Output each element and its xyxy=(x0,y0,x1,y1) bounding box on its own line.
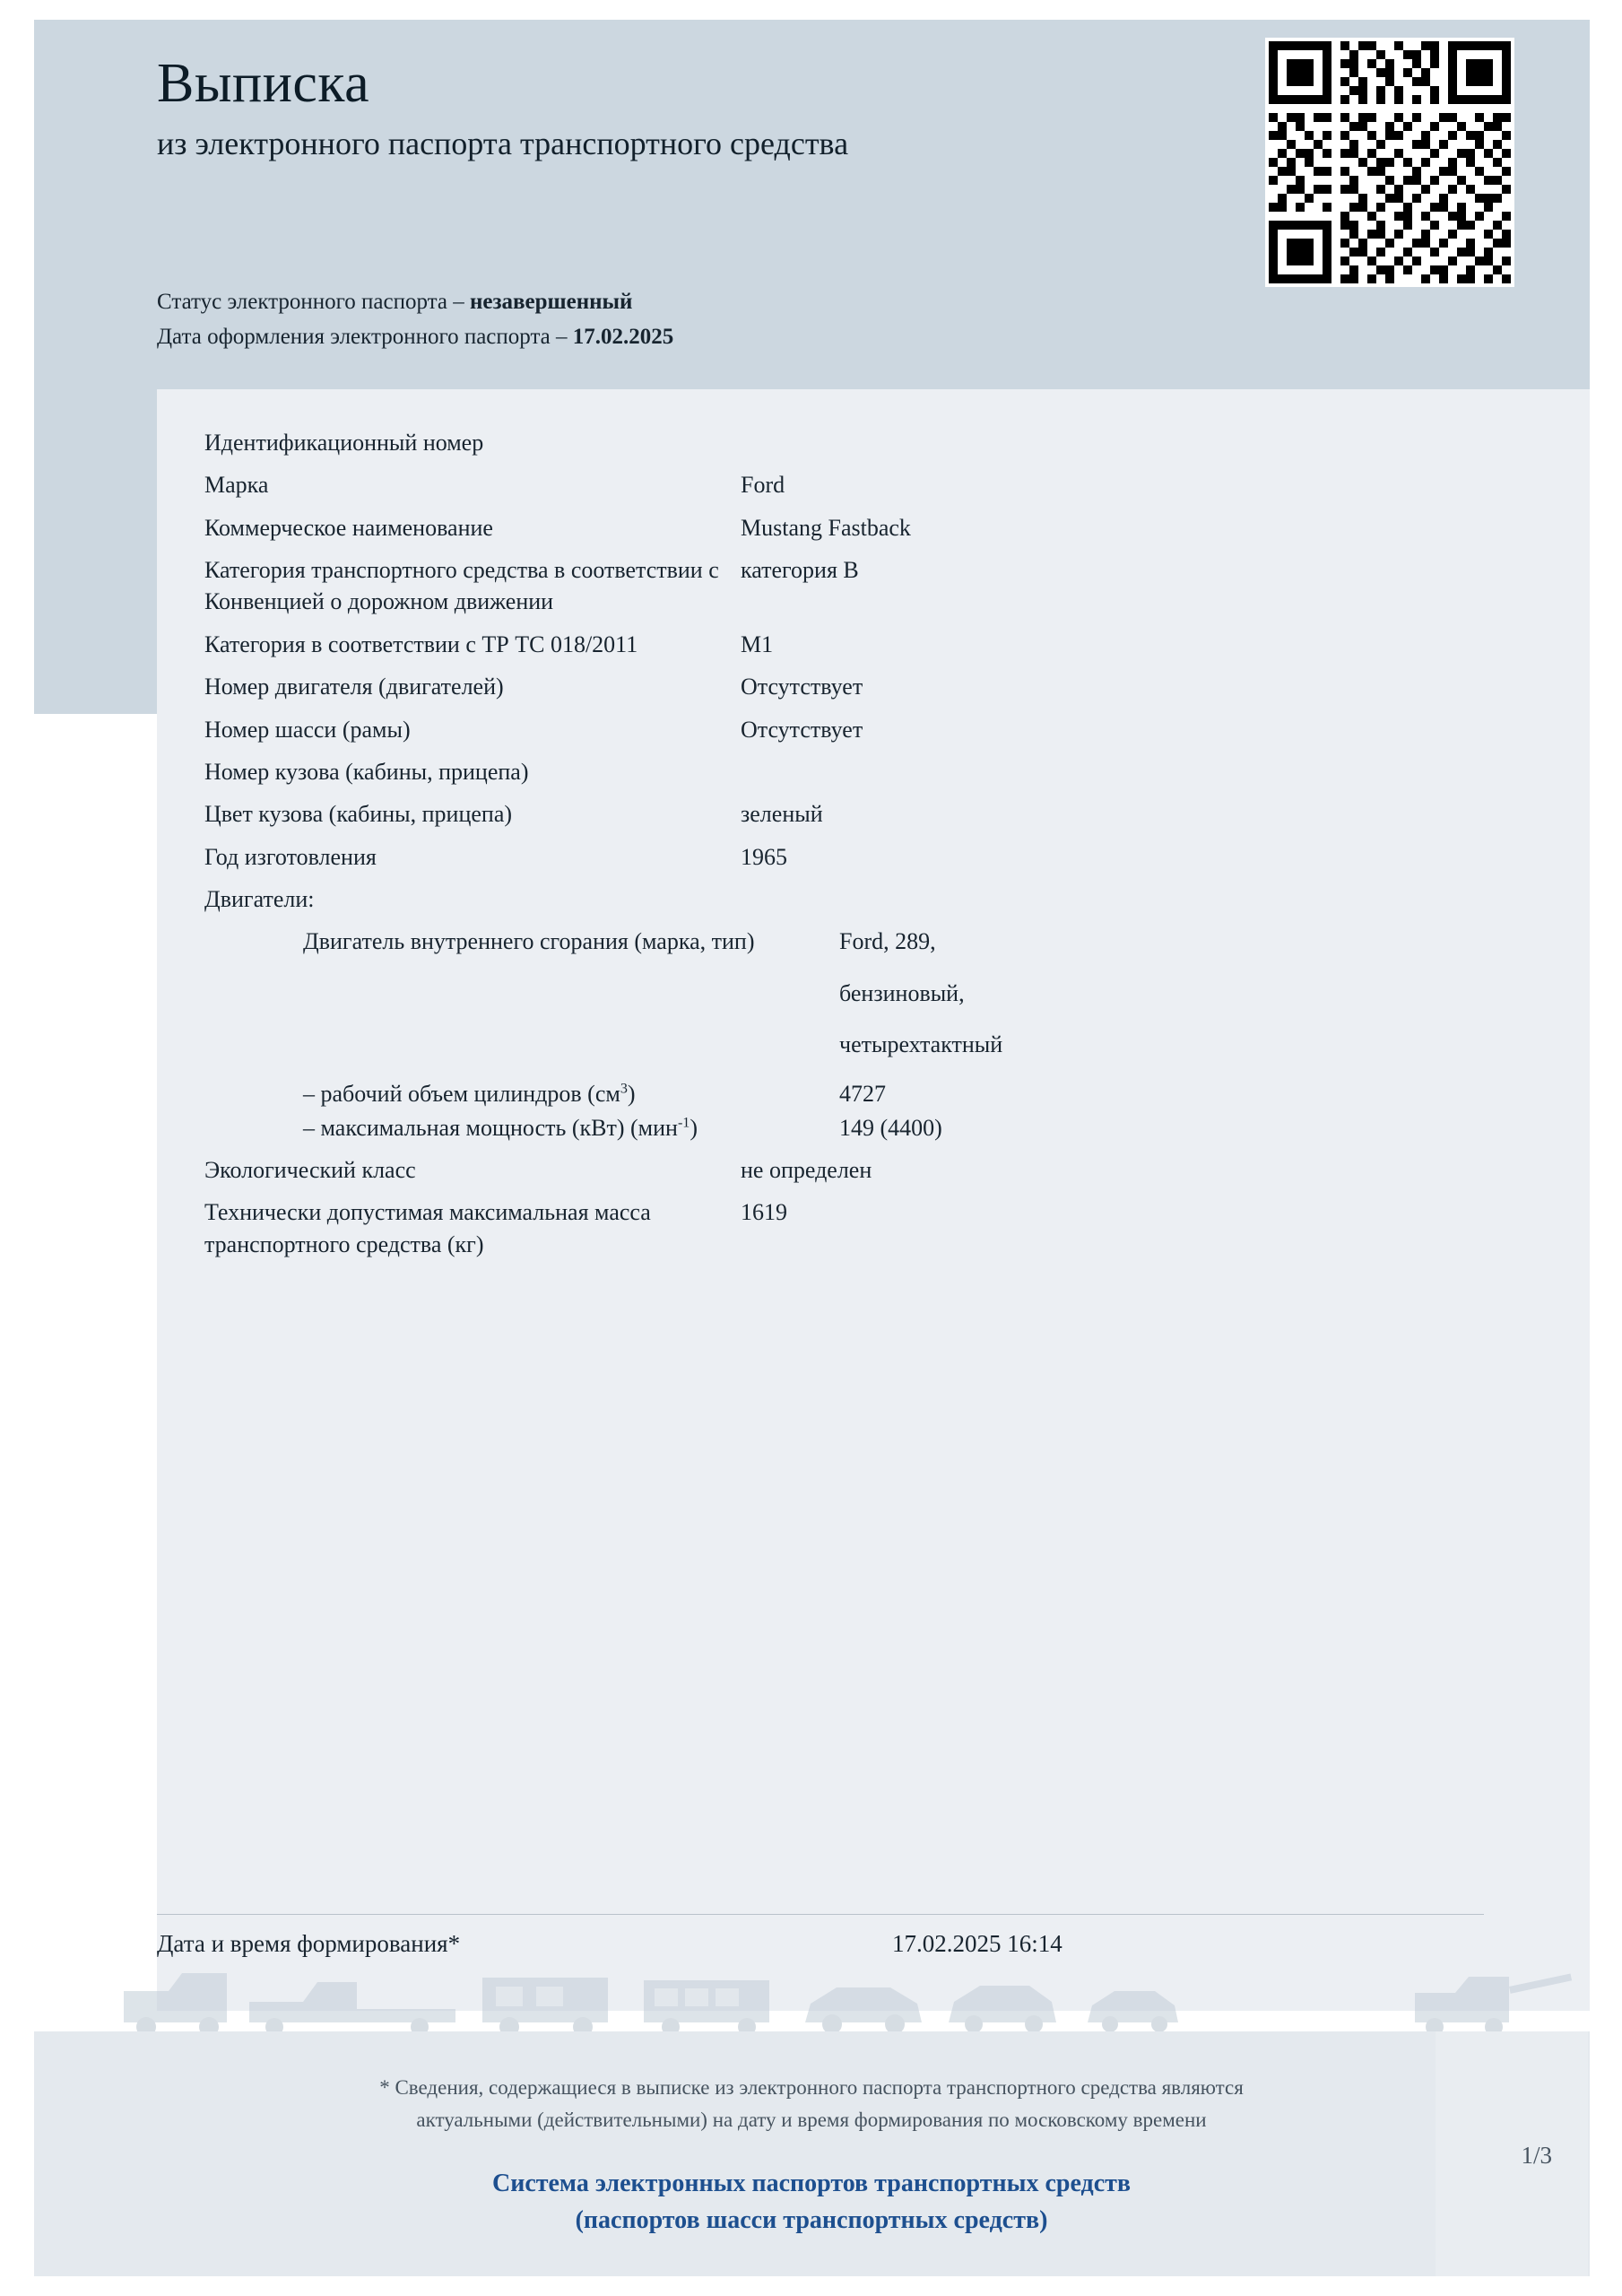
field-label: Технически допустимая максимальная масса транспортного средства (кг) xyxy=(204,1199,651,1257)
left-accent-strip xyxy=(34,389,157,714)
field-value: 4727 xyxy=(839,1081,886,1108)
field-row-commercial-name xyxy=(204,512,1549,544)
field-label: Экологический класс xyxy=(204,1157,416,1184)
field-value: Ford xyxy=(741,472,785,499)
displacement-label-pre: – рабочий объем цилиндров (см xyxy=(303,1081,620,1108)
footer-divider xyxy=(157,1914,1484,1915)
field-label: Двигатель внутреннего сгорания (марка, тип) xyxy=(303,928,755,955)
generation-label: Дата и время формирования* xyxy=(157,1930,461,1957)
status-line xyxy=(157,285,673,320)
passport-status-block xyxy=(157,285,673,355)
field-value: категория B xyxy=(741,557,859,584)
field-row-eco-class xyxy=(204,1154,1549,1186)
field-row-engines-heading xyxy=(204,883,1549,915)
page-number: 1/3 xyxy=(1521,2142,1552,2169)
field-row-body-color xyxy=(204,798,1549,830)
status-label: Статус электронного паспорта – xyxy=(157,290,464,314)
field-row-chassis-number xyxy=(204,714,1549,745)
field-value: 149 (4400) xyxy=(839,1114,942,1141)
displacement-label-sup: 3 xyxy=(620,1081,628,1097)
field-row-year xyxy=(204,841,1549,873)
header-titles xyxy=(157,54,1412,163)
field-value: зеленый xyxy=(741,801,823,828)
field-row-max-mass xyxy=(204,1196,1549,1260)
system-title xyxy=(188,2166,1435,2239)
field-label: Цвет кузова (кабины, прицепа) xyxy=(204,801,513,828)
field-label: Категория транспортного средства в соответствии с Конвенцией о дорожном движении xyxy=(204,557,719,615)
page-subtitle: из электронного паспорта транспортного средства xyxy=(157,125,849,161)
power-label-sup: -1 xyxy=(677,1115,690,1131)
ice-value-line-3: четырехтактный xyxy=(839,1031,1003,1058)
issue-date-label: Дата оформления электронного паспорта – xyxy=(157,324,568,349)
field-value: не определен xyxy=(741,1157,872,1184)
field-label: Номер шасси (рамы) xyxy=(204,716,411,743)
field-row-vin xyxy=(204,427,1549,458)
field-label: Двигатели: xyxy=(204,885,315,912)
field-row-convention-category xyxy=(204,554,1549,618)
issue-date-line xyxy=(157,320,673,355)
field-label xyxy=(204,1112,839,1144)
field-row-displacement xyxy=(204,1078,1549,1109)
qr-code-svg xyxy=(1269,41,1511,283)
field-row-trts-category xyxy=(204,629,1549,660)
field-label: Идентификационный номер xyxy=(204,430,484,456)
generation-datetime-row xyxy=(157,1930,1502,1958)
field-label: Категория в соответствии с ТР ТС 018/2011 xyxy=(204,631,638,657)
page-title: Выписка xyxy=(157,53,370,114)
field-value: 1965 xyxy=(741,843,787,870)
field-label xyxy=(204,1078,839,1109)
field-label: Номер кузова (кабины, прицепа) xyxy=(204,758,529,785)
field-row-ice xyxy=(204,926,1549,1060)
vehicle-details-list xyxy=(204,427,1549,1271)
field-value: 1619 xyxy=(741,1199,787,1226)
footnote-line-2: актуальными (действительными) на дату и время формирования по московскому времени xyxy=(416,2108,1207,2131)
field-row-power xyxy=(204,1112,1549,1144)
power-label-pre: – максимальная мощность (кВт) (мин xyxy=(303,1114,678,1141)
field-value: Отсутствует xyxy=(741,716,863,743)
field-value: Отсутствует xyxy=(741,674,863,700)
system-title-line-1: Система электронных паспортов транспортных средств xyxy=(491,2170,1132,2197)
power-label-post: ) xyxy=(690,1114,698,1141)
generation-value: 17.02.2025 16:14 xyxy=(892,1930,1063,1957)
ice-value-line-2: бензиновый, xyxy=(839,979,965,1006)
field-row-body-number xyxy=(204,756,1549,787)
field-value: Mustang Fastback xyxy=(741,514,911,541)
field-value xyxy=(839,926,1549,1060)
field-row-engine-number xyxy=(204,671,1549,702)
field-label: Год изготовления xyxy=(204,843,377,870)
system-title-line-2: (паспортов шасси транспортных средств) xyxy=(575,2205,1048,2234)
footer-band xyxy=(34,2031,1590,2276)
footnote-line-1: * Сведения, содержащиеся в выписке из электронного паспорта транспортного средства являются xyxy=(379,2076,1244,2099)
field-label: Номер двигателя (двигателей) xyxy=(204,674,504,700)
issue-date-value: 17.02.2025 xyxy=(572,324,674,349)
field-row-brand xyxy=(204,469,1549,500)
field-label: Коммерческое наименование xyxy=(204,514,493,541)
footer-corner-box xyxy=(1436,2031,1588,2276)
status-badge: незавершенный xyxy=(469,290,633,314)
footnote xyxy=(188,2072,1435,2135)
qr-code-icon xyxy=(1265,38,1514,287)
ice-value-line-1: Ford, 289, xyxy=(839,928,936,955)
field-value: M1 xyxy=(741,631,774,657)
field-label: Марка xyxy=(204,472,269,499)
displacement-label-post: ) xyxy=(627,1081,636,1108)
